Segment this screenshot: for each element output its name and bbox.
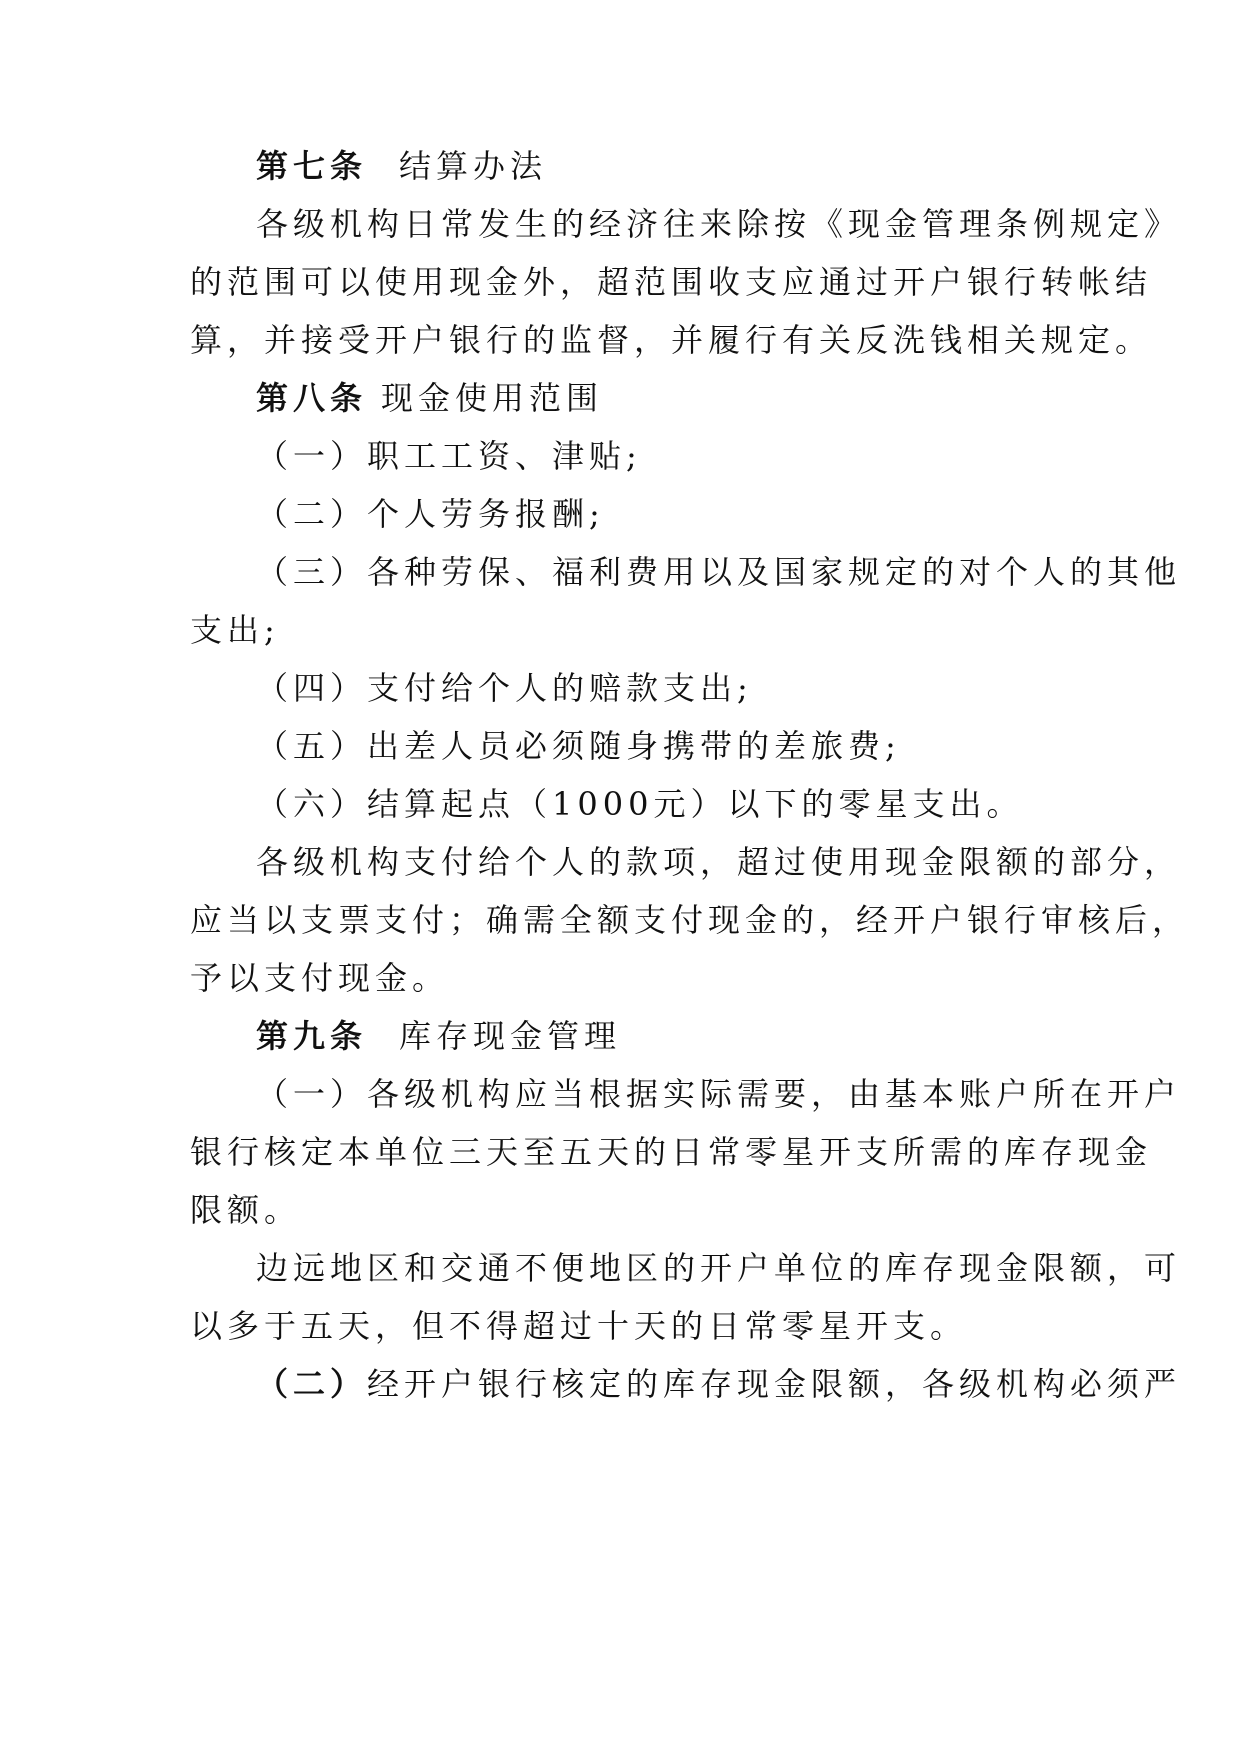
article-8-paragraph-line: 应当以支票支付；确需全额支付现金的，经开户银行审核后， <box>190 901 1190 939</box>
article-7-heading: 第七条 <box>256 147 368 185</box>
article-8-heading-line <box>256 378 1136 418</box>
article-8-item: 支出; <box>190 611 280 649</box>
article-7-paragraph-line: 各级机构日常发生的经济往来除按《现金管理条例规定》 <box>256 205 1182 243</box>
article-8-item: （五）出差人员必须随身携带的差旅费; <box>256 727 901 765</box>
article-9-paragraph-line: 以多于五天，但不得超过十天的日常零星开支。 <box>190 1307 968 1345</box>
article-8-item: （一）职工工资、津贴; <box>256 437 642 475</box>
article-7-title: 结算办法 <box>399 147 548 185</box>
article-9-item-2-label: （二） <box>256 1365 368 1403</box>
article-8-item: （四）支付给个人的赔款支出; <box>256 669 753 707</box>
article-9-paragraph-line: 边远地区和交通不便地区的开户单位的库存现金限额，可 <box>256 1249 1182 1287</box>
article-8-title: 现金使用范围 <box>381 379 604 417</box>
article-8-paragraph-line: 予以支付现金。 <box>190 959 450 997</box>
article-8-item: （三）各种劳保、福利费用以及国家规定的对个人的其他 <box>256 553 1182 591</box>
article-9-title: 库存现金管理 <box>399 1017 622 1055</box>
article-7-heading-line <box>256 146 1136 186</box>
article-9-heading-line <box>256 1016 1136 1056</box>
article-7-paragraph-line: 的范围可以使用现金外，超范围收支应通过开户银行转帐结 <box>190 263 1153 301</box>
article-8-paragraph-line: 各级机构支付给个人的款项，超过使用现金限额的部分， <box>256 843 1182 881</box>
article-9-item-1-line: （一）各级机构应当根据实际需要，由基本账户所在开户 <box>256 1075 1182 1113</box>
article-9-item-1-line: 限额。 <box>190 1191 302 1229</box>
article-8-heading: 第八条 <box>256 379 368 417</box>
article-8-item: （二）个人劳务报酬; <box>256 495 605 533</box>
article-9-item-2-text: 经开户银行核定的库存现金限额，各级机构必须严 <box>367 1365 1182 1403</box>
article-9-item-1-line: 银行核定本单位三天至五天的日常零星开支所需的库存现金 <box>190 1133 1153 1171</box>
article-9-heading: 第九条 <box>256 1017 368 1055</box>
article-8-item: （六）结算起点（1000元）以下的零星支出。 <box>256 785 1024 823</box>
article-7-paragraph-line: 算，并接受开户银行的监督，并履行有关反洗钱相关规定。 <box>190 321 1153 359</box>
article-9-item-2-line <box>256 1364 1182 1404</box>
